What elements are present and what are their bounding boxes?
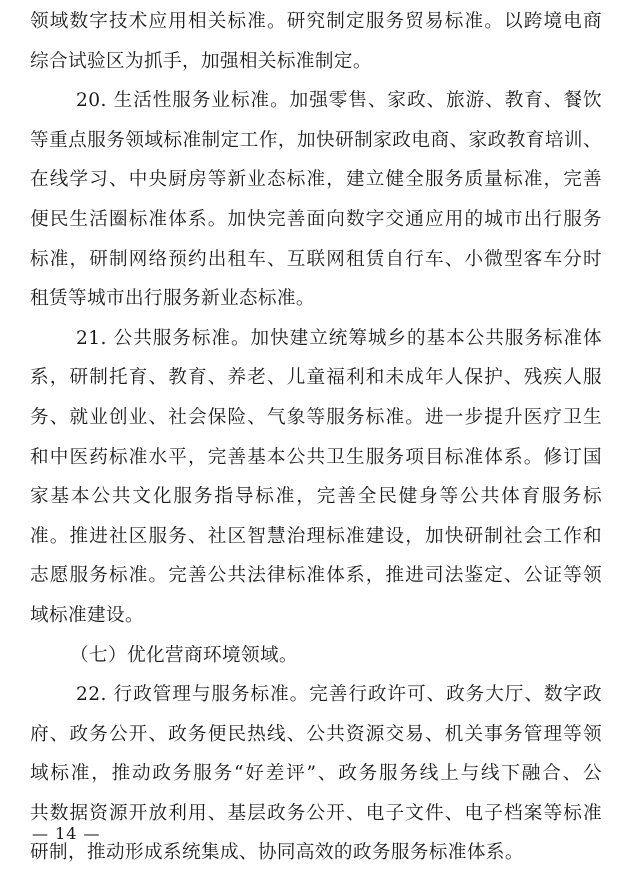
text-line: 综合试验区为抓手，加强相关标准制定。 [30, 50, 372, 72]
text-line: 研制，推动形成系统集成、协同高效的政务服务标准体系。 [30, 842, 524, 864]
text-line: 标准，研制网络预约出租车、互联网租赁自行车、小微型客车分时 [30, 248, 602, 270]
text-line: 租赁等城市出行服务新业态标准。 [30, 288, 315, 310]
section-heading: （七）优化营商环境领域。 [70, 644, 298, 666]
section-21-heading-line: 21. 公共服务标准。加快建立统筹城乡的基本公共服务标准体 [76, 327, 602, 349]
text-line: 域标准，推动政务服务“好差评”、政务服务线上与线下融合、公 [30, 763, 602, 785]
text-line: 志愿服务标准。完善公共法律标准体系，推进司法鉴定、公证等领 [30, 565, 602, 587]
text-line: 和中医药标准水平，完善基本公共卫生服务项目标准体系。修订国 [30, 446, 602, 468]
section-22-heading-line: 22. 行政管理与服务标准。完善行政许可、政务大厅、数字政 [76, 684, 602, 706]
text-line: 便民生活圈标准体系。加快完善面向数字交通应用的城市出行服务 [30, 208, 602, 230]
text-line: 等重点服务领域标准制定工作，加快研制家政电商、家政教育培训、 [30, 129, 602, 151]
text-line: 领域数字技术应用相关标准。研究制定服务贸易标准。以跨境电商 [30, 11, 602, 32]
text-line: 务、就业创业、社会保险、气象等服务标准。进一步提升医疗卫生 [30, 406, 602, 428]
text-line: 系，研制托育、教育、养老、儿童福利和未成年人保护、残疾人服 [30, 367, 602, 389]
text-line: 家基本公共文化服务指导标准，完善全民健身等公共体育服务标 [30, 486, 602, 508]
document-page [30, 2, 602, 873]
section-20-heading-line: 20. 生活性服务业标准。加强零售、家政、旅游、教育、餐饮 [76, 90, 602, 112]
page-number: — 14 — [32, 824, 101, 843]
text-line: 准。推进社区服务、社区智慧治理标准建设，加快研制社会工作和 [30, 525, 602, 547]
text-line: 府、政务公开、政务便民热线、公共资源交易、机关事务管理等领 [30, 723, 602, 745]
text-line: 域标准建设。 [30, 604, 144, 626]
text-line: 共数据资源开放利用、基层政务公开、电子文件、电子档案等标准 [30, 802, 602, 824]
text-line: 在线学习、中央厨房等新业态标准，建立健全服务质量标准，完善 [30, 169, 602, 191]
